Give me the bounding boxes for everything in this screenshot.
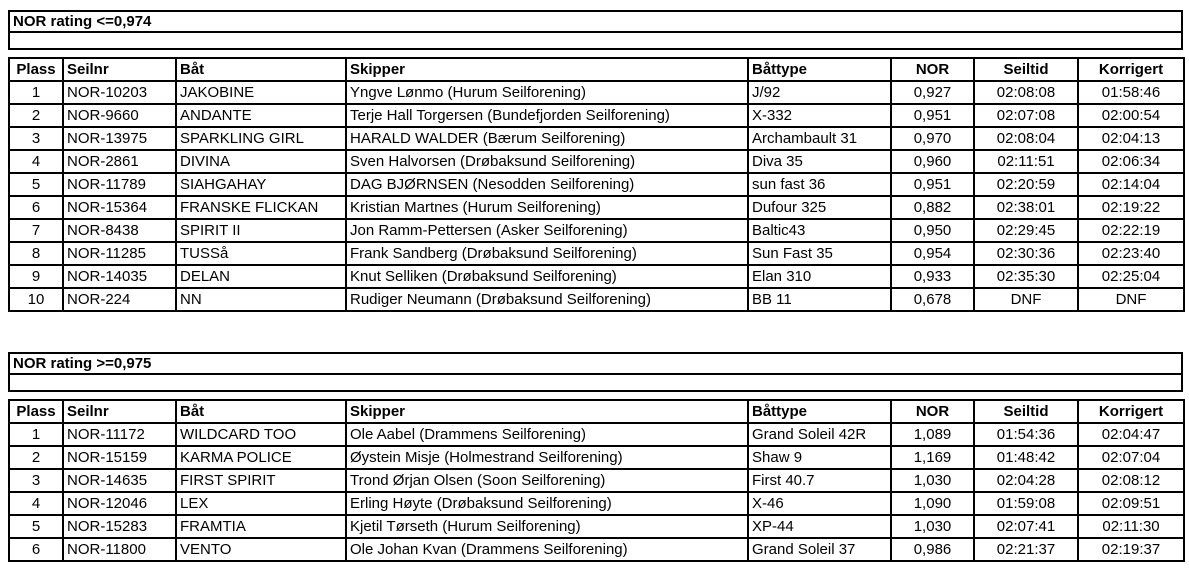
- plass-cell: 7: [9, 219, 63, 242]
- bat-cell: LEX: [176, 492, 346, 515]
- korrigert-cell: 02:25:04: [1078, 265, 1184, 288]
- korrigert-cell: 02:04:13: [1078, 127, 1184, 150]
- seiltid-cell: 02:08:04: [974, 127, 1078, 150]
- nor-cell: 0,882: [891, 196, 974, 219]
- nor-cell: 0,954: [891, 242, 974, 265]
- korrigert-cell: 02:14:04: [1078, 173, 1184, 196]
- result-row: [9, 288, 1184, 311]
- column-header-nor: NOR: [891, 400, 974, 423]
- result-row: [9, 81, 1184, 104]
- nor-cell: 0,950: [891, 219, 974, 242]
- bat-cell: KARMA POLICE: [176, 446, 346, 469]
- seilnr-cell: NOR-8438: [63, 219, 176, 242]
- bat-cell: JAKOBINE: [176, 81, 346, 104]
- plass-cell: 9: [9, 265, 63, 288]
- skipper-cell: Kjetil Tørseth (Hurum Seilforening): [346, 515, 748, 538]
- plass-cell: 4: [9, 150, 63, 173]
- bat-cell: DELAN: [176, 265, 346, 288]
- seilnr-cell: NOR-11800: [63, 538, 176, 561]
- bat-cell: FIRST SPIRIT: [176, 469, 346, 492]
- nor-cell: 0,678: [891, 288, 974, 311]
- korrigert-cell: 02:22:19: [1078, 219, 1184, 242]
- column-header-skipper: Skipper: [346, 400, 748, 423]
- title-spacer-row: [8, 375, 1183, 392]
- nor-cell: 0,970: [891, 127, 974, 150]
- table-title-low-rating: NOR rating <=0,974: [8, 10, 1183, 33]
- seilnr-cell: NOR-11172: [63, 423, 176, 446]
- seiltid-cell: 02:07:41: [974, 515, 1078, 538]
- nor-cell: 1,169: [891, 446, 974, 469]
- result-row: [9, 538, 1184, 561]
- seiltid-cell: 02:21:37: [974, 538, 1078, 561]
- bat-cell: FRAMTIA: [176, 515, 346, 538]
- result-row: [9, 219, 1184, 242]
- result-row: [9, 150, 1184, 173]
- table-title-high-rating: NOR rating >=0,975: [8, 352, 1183, 375]
- battype-cell: Shaw 9: [748, 446, 891, 469]
- seilnr-cell: NOR-13975: [63, 127, 176, 150]
- nor-cell: 0,927: [891, 81, 974, 104]
- battype-cell: Grand Soleil 42R: [748, 423, 891, 446]
- korrigert-cell: 02:06:34: [1078, 150, 1184, 173]
- plass-cell: 4: [9, 492, 63, 515]
- korrigert-cell: 02:07:04: [1078, 446, 1184, 469]
- nor-cell: 0,933: [891, 265, 974, 288]
- column-header-battype: Båttype: [748, 400, 891, 423]
- skipper-cell: Ole Johan Kvan (Drammens Seilforening): [346, 538, 748, 561]
- korrigert-cell: 02:23:40: [1078, 242, 1184, 265]
- skipper-cell: Terje Hall Torgersen (Bundefjorden Seilforening): [346, 104, 748, 127]
- seilnr-cell: NOR-14035: [63, 265, 176, 288]
- skipper-cell: Sven Halvorsen (Drøbaksund Seilforening): [346, 150, 748, 173]
- seiltid-cell: 02:29:45: [974, 219, 1078, 242]
- result-row: [9, 104, 1184, 127]
- korrigert-cell: 02:08:12: [1078, 469, 1184, 492]
- skipper-cell: Yngve Lønmo (Hurum Seilforening): [346, 81, 748, 104]
- korrigert-cell: 02:19:37: [1078, 538, 1184, 561]
- seilnr-cell: NOR-14635: [63, 469, 176, 492]
- plass-cell: 6: [9, 196, 63, 219]
- column-header-seiltid: Seiltid: [974, 400, 1078, 423]
- seiltid-cell: 01:59:08: [974, 492, 1078, 515]
- result-row: [9, 127, 1184, 150]
- plass-cell: 1: [9, 423, 63, 446]
- seilnr-cell: NOR-15159: [63, 446, 176, 469]
- seiltid-cell: 02:08:08: [974, 81, 1078, 104]
- table-block-low-rating: [8, 10, 1183, 312]
- bat-cell: NN: [176, 288, 346, 311]
- skipper-cell: DAG BJØRNSEN (Nesodden Seilforening): [346, 173, 748, 196]
- plass-cell: 5: [9, 173, 63, 196]
- korrigert-cell: 02:19:22: [1078, 196, 1184, 219]
- bat-cell: SIAHGAHAY: [176, 173, 346, 196]
- nor-cell: 1,030: [891, 515, 974, 538]
- seiltid-cell: 02:38:01: [974, 196, 1078, 219]
- battype-cell: X-332: [748, 104, 891, 127]
- plass-cell: 1: [9, 81, 63, 104]
- korrigert-cell: 02:00:54: [1078, 104, 1184, 127]
- plass-cell: 8: [9, 242, 63, 265]
- seilnr-cell: NOR-15364: [63, 196, 176, 219]
- skipper-cell: Erling Høyte (Drøbaksund Seilforening): [346, 492, 748, 515]
- column-header-plass: Plass: [9, 400, 63, 423]
- result-row: [9, 446, 1184, 469]
- skipper-cell: HARALD WALDER (Bærum Seilforening): [346, 127, 748, 150]
- nor-cell: 1,030: [891, 469, 974, 492]
- column-header-plass: Plass: [9, 58, 63, 81]
- battype-cell: Sun Fast 35: [748, 242, 891, 265]
- result-row: [9, 423, 1184, 446]
- column-header-bat: Båt: [176, 400, 346, 423]
- plass-cell: 2: [9, 446, 63, 469]
- column-header-korrigert: Korrigert: [1078, 400, 1184, 423]
- battype-cell: sun fast 36: [748, 173, 891, 196]
- result-row: [9, 515, 1184, 538]
- skipper-cell: Ole Aabel (Drammens Seilforening): [346, 423, 748, 446]
- nor-cell: 0,960: [891, 150, 974, 173]
- seiltid-cell: 01:48:42: [974, 446, 1078, 469]
- bat-cell: ANDANTE: [176, 104, 346, 127]
- seilnr-cell: NOR-11789: [63, 173, 176, 196]
- result-row: [9, 469, 1184, 492]
- column-header-nor: NOR: [891, 58, 974, 81]
- column-header-battype: Båttype: [748, 58, 891, 81]
- block-gap: [8, 50, 1183, 57]
- column-header-bat: Båt: [176, 58, 346, 81]
- table-block-high-rating: [8, 352, 1183, 562]
- battype-cell: Baltic43: [748, 219, 891, 242]
- plass-cell: 5: [9, 515, 63, 538]
- seiltid-cell: 01:54:36: [974, 423, 1078, 446]
- nor-cell: 0,951: [891, 104, 974, 127]
- result-row: [9, 265, 1184, 288]
- skipper-cell: Trond Ørjan Olsen (Soon Seilforening): [346, 469, 748, 492]
- result-row: [9, 242, 1184, 265]
- plass-cell: 3: [9, 127, 63, 150]
- bat-cell: FRANSKE FLICKAN: [176, 196, 346, 219]
- korrigert-cell: 02:04:47: [1078, 423, 1184, 446]
- battype-cell: First 40.7: [748, 469, 891, 492]
- battype-cell: Elan 310: [748, 265, 891, 288]
- column-header-seilnr: Seilnr: [63, 400, 176, 423]
- skipper-cell: Kristian Martnes (Hurum Seilforening): [346, 196, 748, 219]
- battype-cell: X-46: [748, 492, 891, 515]
- seiltid-cell: 02:20:59: [974, 173, 1078, 196]
- column-header-skipper: Skipper: [346, 58, 748, 81]
- column-header-korrigert: Korrigert: [1078, 58, 1184, 81]
- seilnr-cell: NOR-11285: [63, 242, 176, 265]
- seilnr-cell: NOR-224: [63, 288, 176, 311]
- skipper-cell: Jon Ramm-Pettersen (Asker Seilforening): [346, 219, 748, 242]
- bat-cell: SPIRIT II: [176, 219, 346, 242]
- korrigert-cell: 02:09:51: [1078, 492, 1184, 515]
- seiltid-cell: 02:07:08: [974, 104, 1078, 127]
- bat-cell: DIVINA: [176, 150, 346, 173]
- results-table-low-rating: [8, 57, 1185, 312]
- battype-cell: J/92: [748, 81, 891, 104]
- column-header-seiltid: Seiltid: [974, 58, 1078, 81]
- result-row: [9, 492, 1184, 515]
- skipper-cell: Øystein Misje (Holmestrand Seilforening): [346, 446, 748, 469]
- seilnr-cell: NOR-2861: [63, 150, 176, 173]
- battype-cell: XP-44: [748, 515, 891, 538]
- seiltid-cell: 02:35:30: [974, 265, 1078, 288]
- results-table-high-rating: [8, 399, 1185, 562]
- skipper-cell: Rudiger Neumann (Drøbaksund Seilforening): [346, 288, 748, 311]
- skipper-cell: Frank Sandberg (Drøbaksund Seilforening): [346, 242, 748, 265]
- nor-cell: 0,951: [891, 173, 974, 196]
- battype-cell: Dufour 325: [748, 196, 891, 219]
- seilnr-cell: NOR-10203: [63, 81, 176, 104]
- plass-cell: 3: [9, 469, 63, 492]
- battype-cell: Diva 35: [748, 150, 891, 173]
- nor-cell: 1,090: [891, 492, 974, 515]
- plass-cell: 2: [9, 104, 63, 127]
- seilnr-cell: NOR-15283: [63, 515, 176, 538]
- skipper-cell: Knut Selliken (Drøbaksund Seilforening): [346, 265, 748, 288]
- seilnr-cell: NOR-12046: [63, 492, 176, 515]
- header-row: [9, 400, 1184, 423]
- seiltid-cell: 02:11:51: [974, 150, 1078, 173]
- seilnr-cell: NOR-9660: [63, 104, 176, 127]
- nor-cell: 0,986: [891, 538, 974, 561]
- korrigert-cell: 02:11:30: [1078, 515, 1184, 538]
- bat-cell: TUSSå: [176, 242, 346, 265]
- bat-cell: SPARKLING GIRL: [176, 127, 346, 150]
- block-gap: [8, 392, 1183, 399]
- bat-cell: VENTO: [176, 538, 346, 561]
- korrigert-cell: 01:58:46: [1078, 81, 1184, 104]
- column-header-seilnr: Seilnr: [63, 58, 176, 81]
- plass-cell: 10: [9, 288, 63, 311]
- plass-cell: 6: [9, 538, 63, 561]
- nor-cell: 1,089: [891, 423, 974, 446]
- result-row: [9, 173, 1184, 196]
- header-row: [9, 58, 1184, 81]
- seiltid-cell: 02:04:28: [974, 469, 1078, 492]
- battype-cell: Grand Soleil 37: [748, 538, 891, 561]
- result-row: [9, 196, 1184, 219]
- title-spacer-row: [8, 33, 1183, 50]
- bat-cell: WILDCARD TOO: [176, 423, 346, 446]
- korrigert-cell: DNF: [1078, 288, 1184, 311]
- battype-cell: BB 11: [748, 288, 891, 311]
- battype-cell: Archambault 31: [748, 127, 891, 150]
- seiltid-cell: DNF: [974, 288, 1078, 311]
- seiltid-cell: 02:30:36: [974, 242, 1078, 265]
